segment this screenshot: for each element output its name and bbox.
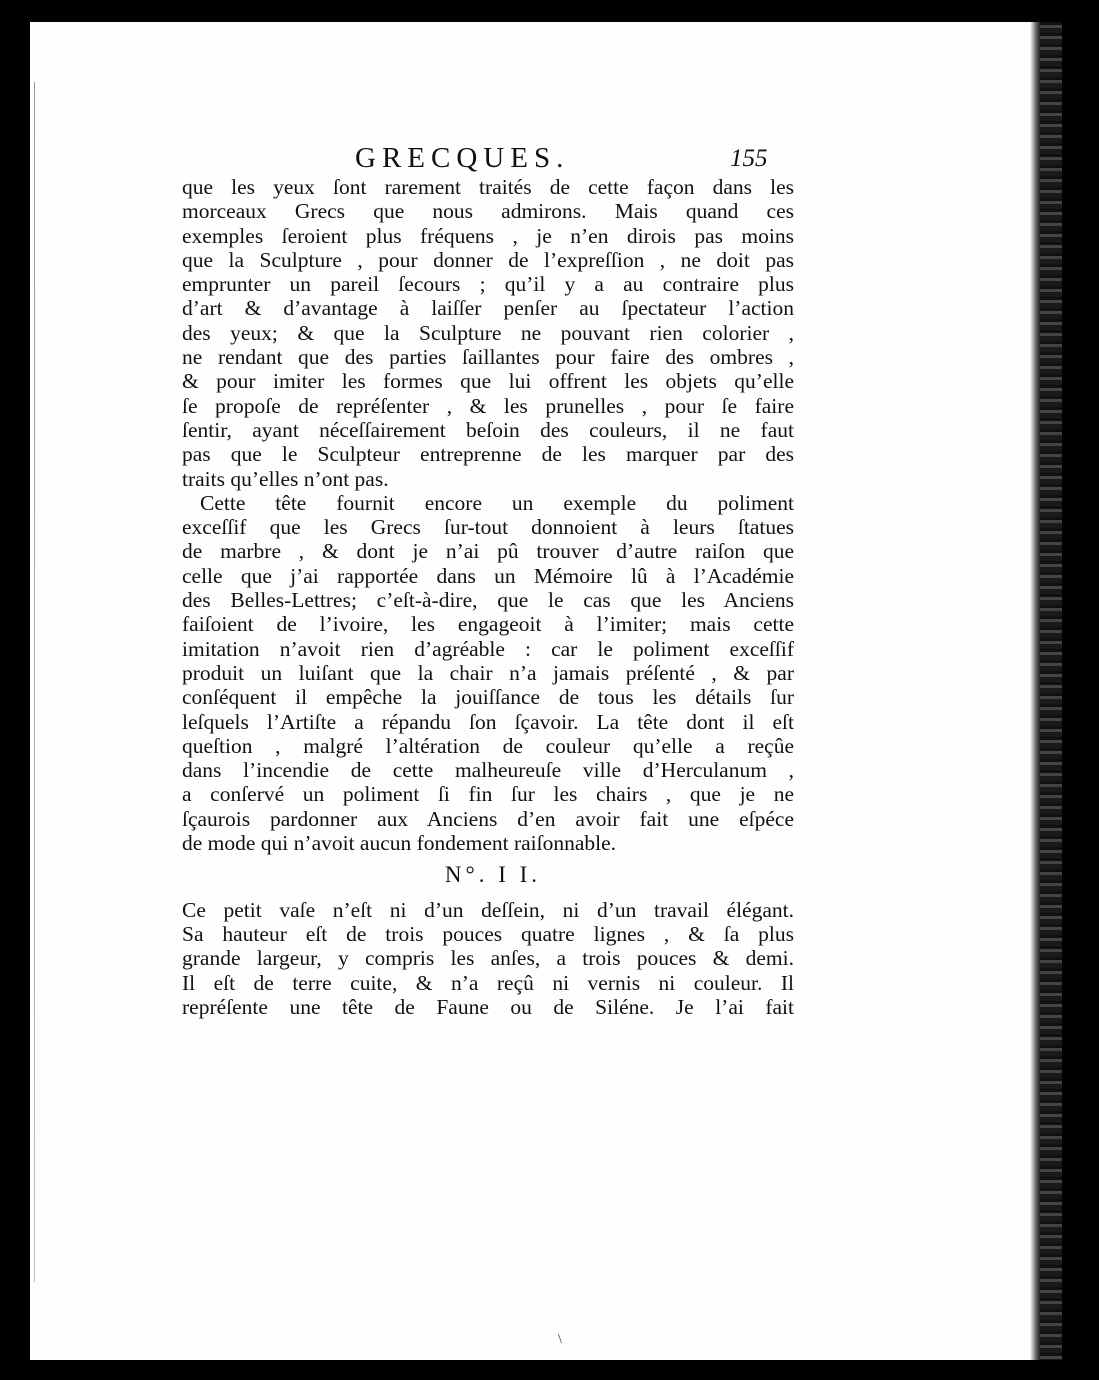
page-number: 155 [730, 145, 768, 172]
text-line: leſquels l’Artiſte a répandu ſon ſçavoir. La tête dont il eſt [182, 709, 794, 734]
text-line: ſentir, ayant néceſſairement beſoin des couleurs, il ne faut [182, 417, 794, 442]
text-line: ſe propoſe de repréſenter , & les prunelles , pour ſe faire [182, 393, 794, 418]
text-line: a conſervé un poliment ſi fin ſur les chairs , que je ne [182, 782, 794, 807]
text-line: ne rendant que des parties ſaillantes pour faire des ombres , [182, 345, 794, 370]
text-line: que la Sculpture , pour donner de l’expreſſion , ne doit pas [182, 247, 794, 272]
text-line: Sa hauteur eſt de trois pouces quatre lignes , & ſa plus [182, 921, 794, 946]
page-left-edge [34, 82, 35, 1282]
text-line: pas que le Sculpteur entreprenne de les marquer par des [182, 442, 794, 467]
paragraph-1 [182, 175, 794, 491]
text-line: d’art & d’avantage à laiſſer penſer au ſpectateur l’action [182, 296, 794, 321]
text-line: dans l’incendie de cette malheureuſe ville d’Herculanum , [182, 758, 794, 783]
text-line: emprunter un pareil ſecours ; qu’il y a au contraire plus [182, 272, 794, 297]
text-line: Cette tête fournit encore un exemple du poliment [200, 490, 794, 515]
text-line: celle que j’ai rapportée dans un Mémoire lû à l’Académie [182, 563, 794, 588]
text-line: imitation n’avoit rien d’agréable : car le poliment exceſſif [182, 636, 794, 661]
text-line: queſtion , malgré l’altération de couleur qu’elle a reçûe [182, 733, 794, 758]
text-line: produit un luiſant que la chair n’a jamais préſenté , & par [182, 660, 794, 685]
text-line: Ce petit vaſe n’eſt ni d’un deſſein, ni d’un travail élégant. [182, 897, 794, 922]
body-text [182, 175, 794, 1019]
text-line: exceſſif que les Grecs ſur-tout donnoient à leurs ſtatues [182, 515, 794, 540]
text-line: faiſoient de l’ivoire, les engageoit à l’imiter; mais cette [182, 612, 794, 637]
book-page [30, 22, 1062, 1360]
footer-mark: \ [558, 1332, 562, 1347]
text-line: repréſente une tête de Faune ou de Siléne. Je l’ai fait [182, 994, 794, 1019]
text-line: Il eſt de terre cuite, & n’a reçû ni vernis ni couleur. Il [182, 970, 794, 995]
section-heading: N°. I I. [444, 862, 542, 888]
text-line: traits qu’elles n’ont pas. [182, 466, 389, 491]
page-gutter-shadow [1030, 22, 1040, 1360]
text-line: & pour imiter les formes que lui offrent les objets qu’elle [182, 369, 794, 394]
text-line: grande largeur, y compris les anſes, a trois pouces & demi. [182, 946, 794, 971]
running-title: GRECQUES. [355, 142, 570, 174]
text-line: que les yeux ſont rarement traités de cette façon dans les [182, 175, 794, 199]
paragraph-2 [182, 491, 794, 855]
paragraph-3 [182, 898, 794, 1019]
text-line: des yeux; & que la Sculpture ne pouvant rien colorier , [182, 320, 794, 345]
text-line: de marbre , & dont je n’ai pû trouver d’autre raiſon que [182, 539, 794, 564]
text-line: ſçaurois pardonner aux Anciens d’en avoir fait une eſpéce [182, 806, 794, 831]
text-line: de mode qui n’avoit aucun fondement raiſonnable. [182, 831, 617, 856]
text-line: exemples ſeroient plus fréquens , je n’en dirois pas moins [182, 223, 794, 248]
text-line: conſéquent il empêche la jouiſſance de tous les détails ſur [182, 685, 794, 710]
text-line: morceaux Grecs que nous admirons. Mais quand ces [182, 199, 794, 224]
page-stack-edge [1040, 22, 1062, 1360]
text-line: des Belles-Lettres; c’eſt-à-dire, que le cas que les Anciens [182, 588, 794, 613]
